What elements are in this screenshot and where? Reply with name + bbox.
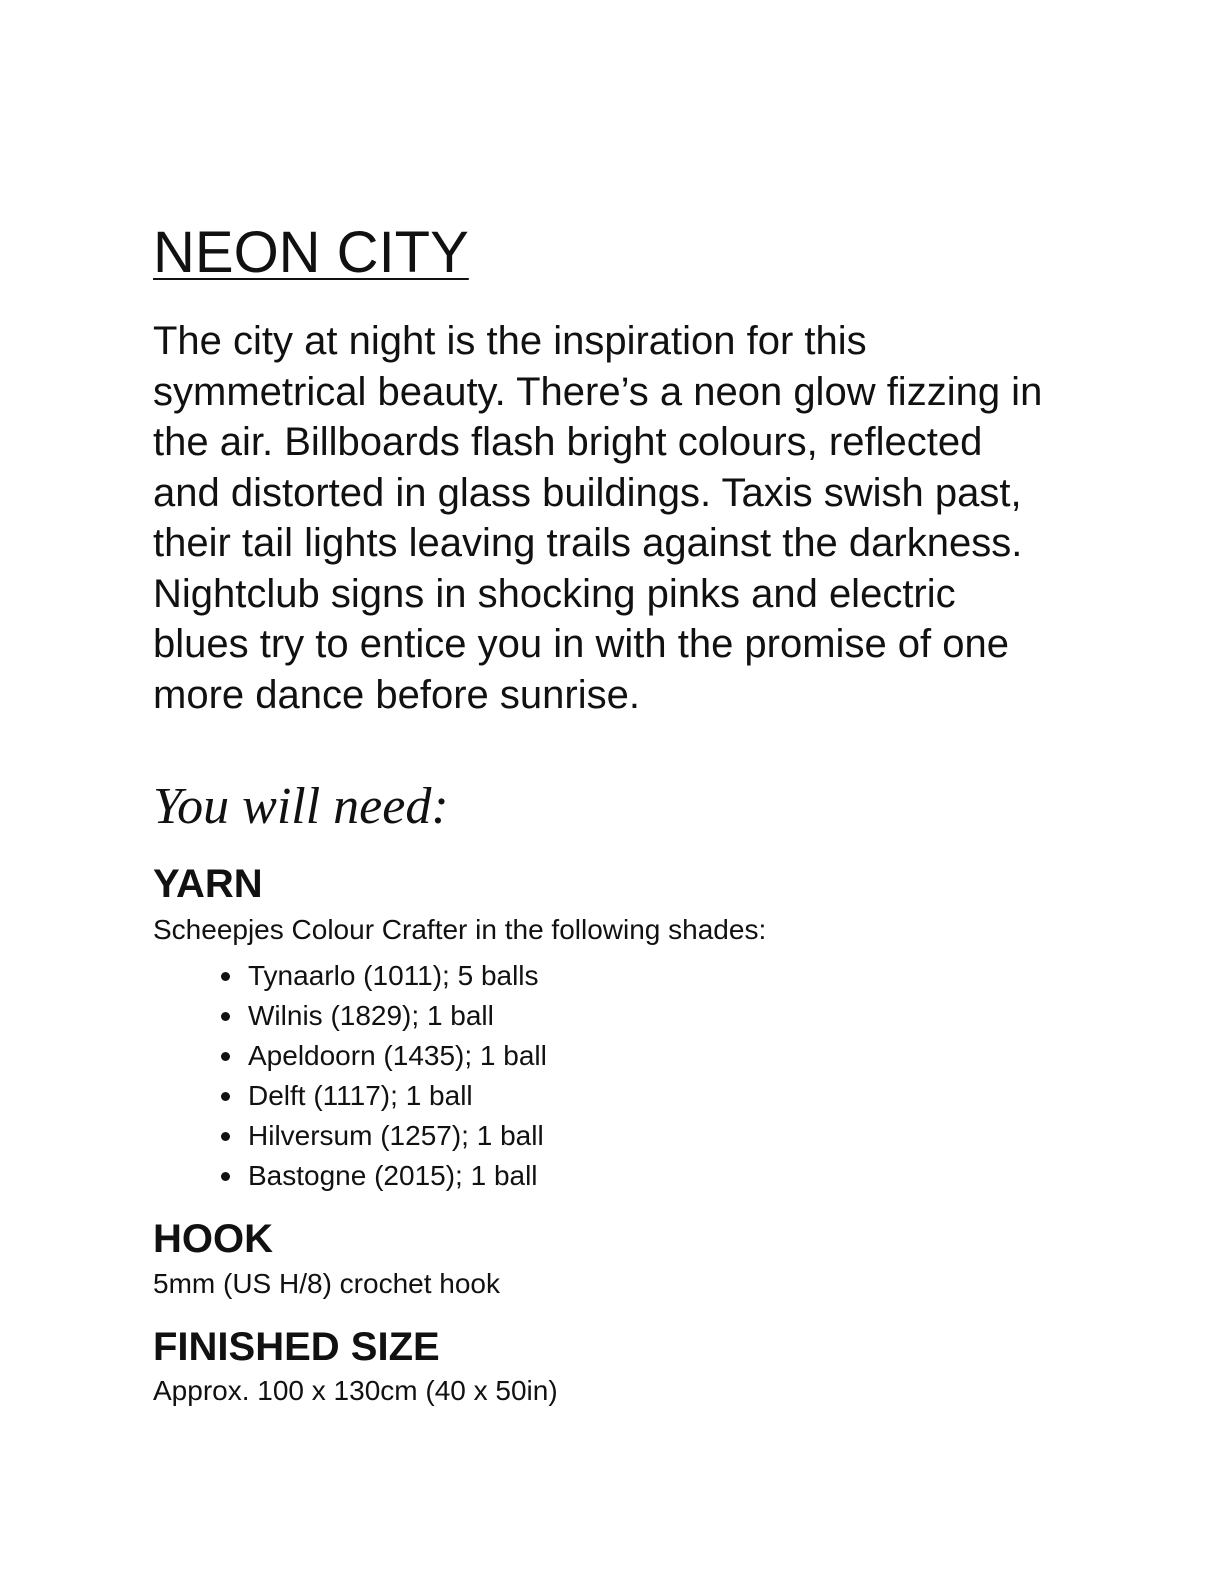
yarn-item-label: Tynaarlo (1011); 5 balls: [248, 960, 539, 991]
bullet-icon: [221, 1012, 230, 1021]
yarn-item-label: Wilnis (1829); 1 ball: [248, 1000, 494, 1031]
list-item: [248, 1076, 547, 1116]
list-item: [248, 996, 547, 1036]
yarn-list: [153, 956, 547, 1196]
bullet-icon: [221, 1172, 230, 1181]
yarn-description: Scheepjes Colour Crafter in the following shades:: [153, 914, 767, 945]
finished-size-heading: FINISHED SIZE: [153, 1325, 440, 1369]
list-item: [248, 1116, 547, 1156]
yarn-item-label: Hilversum (1257); 1 ball: [248, 1120, 544, 1151]
yarn-item-label: Bastogne (2015); 1 ball: [248, 1160, 538, 1191]
yarn-item-label: Delft (1117); 1 ball: [248, 1080, 473, 1111]
yarn-heading: YARN: [153, 862, 263, 906]
intro-paragraph: The city at night is the inspiration for this symmetrical beauty. There’s a neon glow fizzing in the air. Billboards flash bright colours, reflected and distorted in glass buildings. Taxis swish past, their tail lights leaving trails against the darkness. Nightclub signs in shocking pinks and electric blues try to entice you in with the promise of one more dance before sunrise.: [153, 319, 1043, 717]
hook-description: 5mm (US H/8) crochet hook: [153, 1268, 500, 1299]
bullet-icon: [221, 1052, 230, 1061]
list-item: [248, 1036, 547, 1076]
you-will-need-heading: You will need:: [153, 778, 449, 835]
yarn-item-label: Apeldoorn (1435); 1 ball: [248, 1040, 547, 1071]
bullet-icon: [221, 1092, 230, 1101]
page-title: NEON CITY: [153, 220, 469, 285]
list-item: [248, 956, 547, 996]
finished-size-description: Approx. 100 x 130cm (40 x 50in): [153, 1375, 558, 1406]
hook-heading: HOOK: [153, 1217, 273, 1261]
list-item: [248, 1156, 547, 1196]
bullet-icon: [221, 972, 230, 981]
bullet-icon: [221, 1132, 230, 1141]
